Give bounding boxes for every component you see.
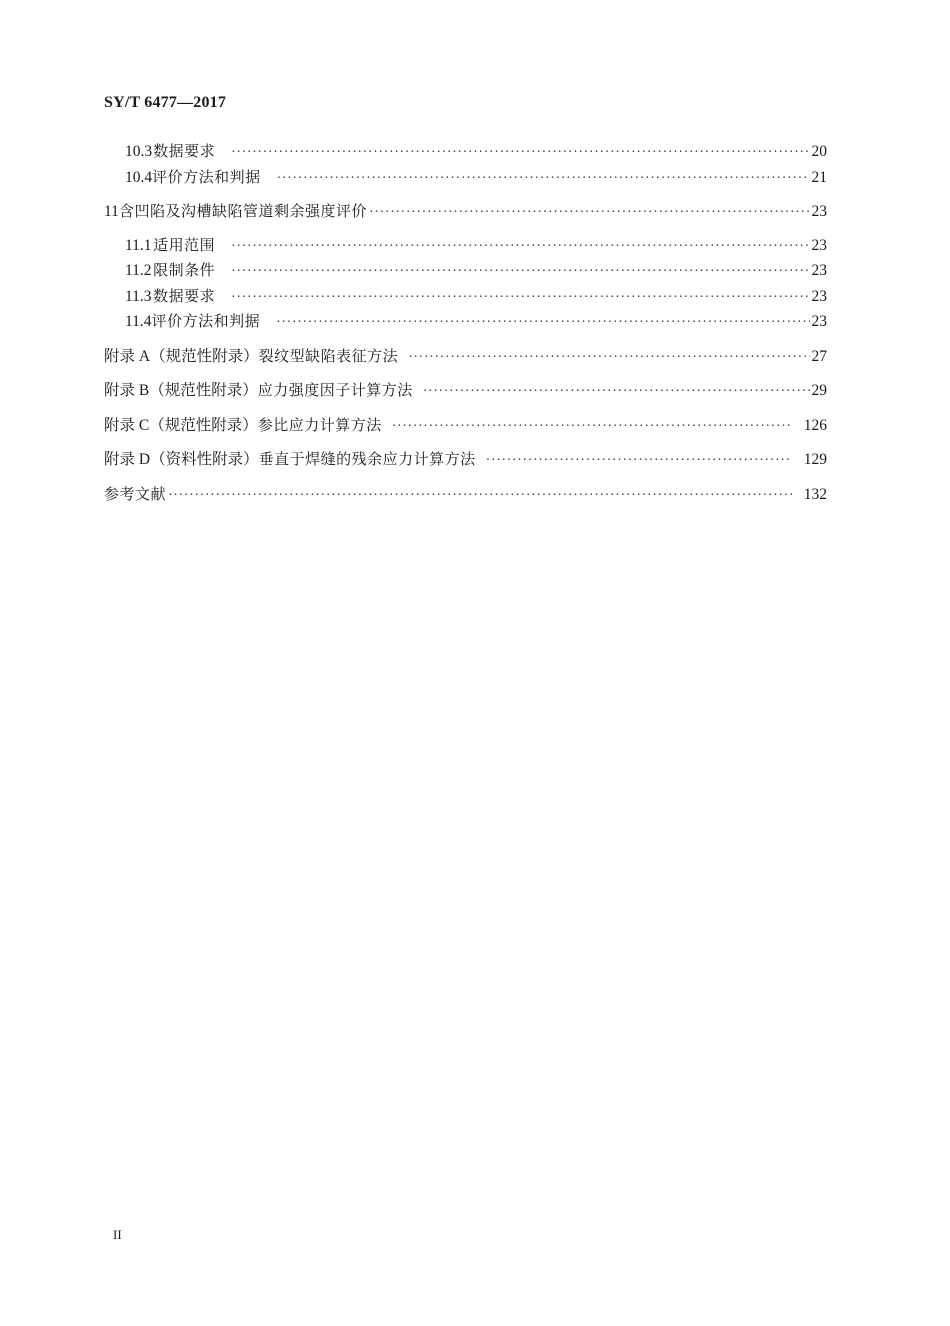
toc-entry-title: 数据要求 [153,287,216,305]
toc-entry-title: 适用范围 [153,236,216,254]
toc-entry-appendix-c[interactable] [104,415,827,437]
toc-entry-number: 11.1 [125,237,152,254]
toc-entry-number: 附录 B（规范性附录） [104,382,258,399]
toc-entry-title: 参比应力计算方法 [257,416,382,434]
toc-entry-title: 评价方法和判据 [151,312,261,330]
toc-leader-dots [231,262,809,282]
toc-leader-dots [231,143,809,163]
toc-entry-number: 11.3 [125,288,152,305]
toc-entry-title: 数据要求 [153,142,216,160]
toc-entry-11-4[interactable] [125,311,827,333]
toc-entry-number: 10.4 [125,169,153,186]
toc-leader-dots [231,237,809,257]
toc-leader-dots [408,348,809,368]
toc-entry-11-3[interactable] [125,286,827,308]
toc-entry-title: 垂直于焊缝的残余应力计算方法 [258,450,476,468]
toc-entry-11-1[interactable] [125,235,827,257]
toc-leader-dots [369,203,809,223]
toc-entry-number: 附录 D（资料性附录） [104,451,259,468]
toc-entry-appendix-a[interactable] [104,346,827,368]
toc-entry-page: 29 [811,382,827,399]
toc-entry-11[interactable] [104,201,827,223]
toc-entry-page: 20 [811,143,827,160]
toc-entry-number: 10.3 [125,143,153,160]
toc-entry-number: 11.2 [125,262,152,279]
toc-entry-page: 23 [811,237,827,254]
toc-entry-page: 23 [811,288,827,305]
toc-entry-number: 附录 A（规范性附录） [104,348,259,365]
toc-leader-dots [168,486,792,506]
toc-entry-page: 132 [803,486,827,503]
toc-entry-title: 参考文献 [104,485,167,503]
toc-entry-title: 裂纹型缺陷表征方法 [258,347,399,365]
toc-entry-page: 126 [803,417,827,434]
toc-entry-number: 11 [104,203,119,220]
toc-leader-dots [486,451,792,471]
toc-entry-number: 附录 C（规范性附录） [104,417,258,434]
toc-leader-dots [231,288,809,308]
toc-entry-title: 含凹陷及沟槽缺陷管道剩余强度评价 [119,202,368,220]
toc-entry-number: 11.4 [125,313,152,330]
toc-entry-page: 21 [811,169,827,186]
page-number: II [113,1227,122,1242]
document-code: SY/T 6477—2017 [104,94,227,111]
toc-entry-appendix-d[interactable] [104,449,827,471]
toc-entry-page: 23 [811,313,827,330]
toc-leader-dots [392,417,792,437]
toc-leader-dots [276,313,809,333]
toc-leader-dots [277,169,810,189]
toc-entry-title: 评价方法和判据 [152,168,261,186]
toc-entry-page: 23 [811,203,827,220]
toc-entry-page: 27 [811,348,827,365]
toc-entry-11-2[interactable] [125,260,827,282]
toc-leader-dots [423,382,810,402]
toc-entry-title: 应力强度因子计算方法 [257,381,413,399]
toc-entry-10-4[interactable] [125,167,827,189]
toc-entry-page: 23 [811,262,827,279]
toc-entry-appendix-b[interactable] [104,380,827,402]
toc-entry-page: 129 [803,451,827,468]
toc-entry-references[interactable] [104,484,827,506]
toc-entry-title: 限制条件 [153,261,216,279]
toc-entry-10-3[interactable] [125,141,827,163]
